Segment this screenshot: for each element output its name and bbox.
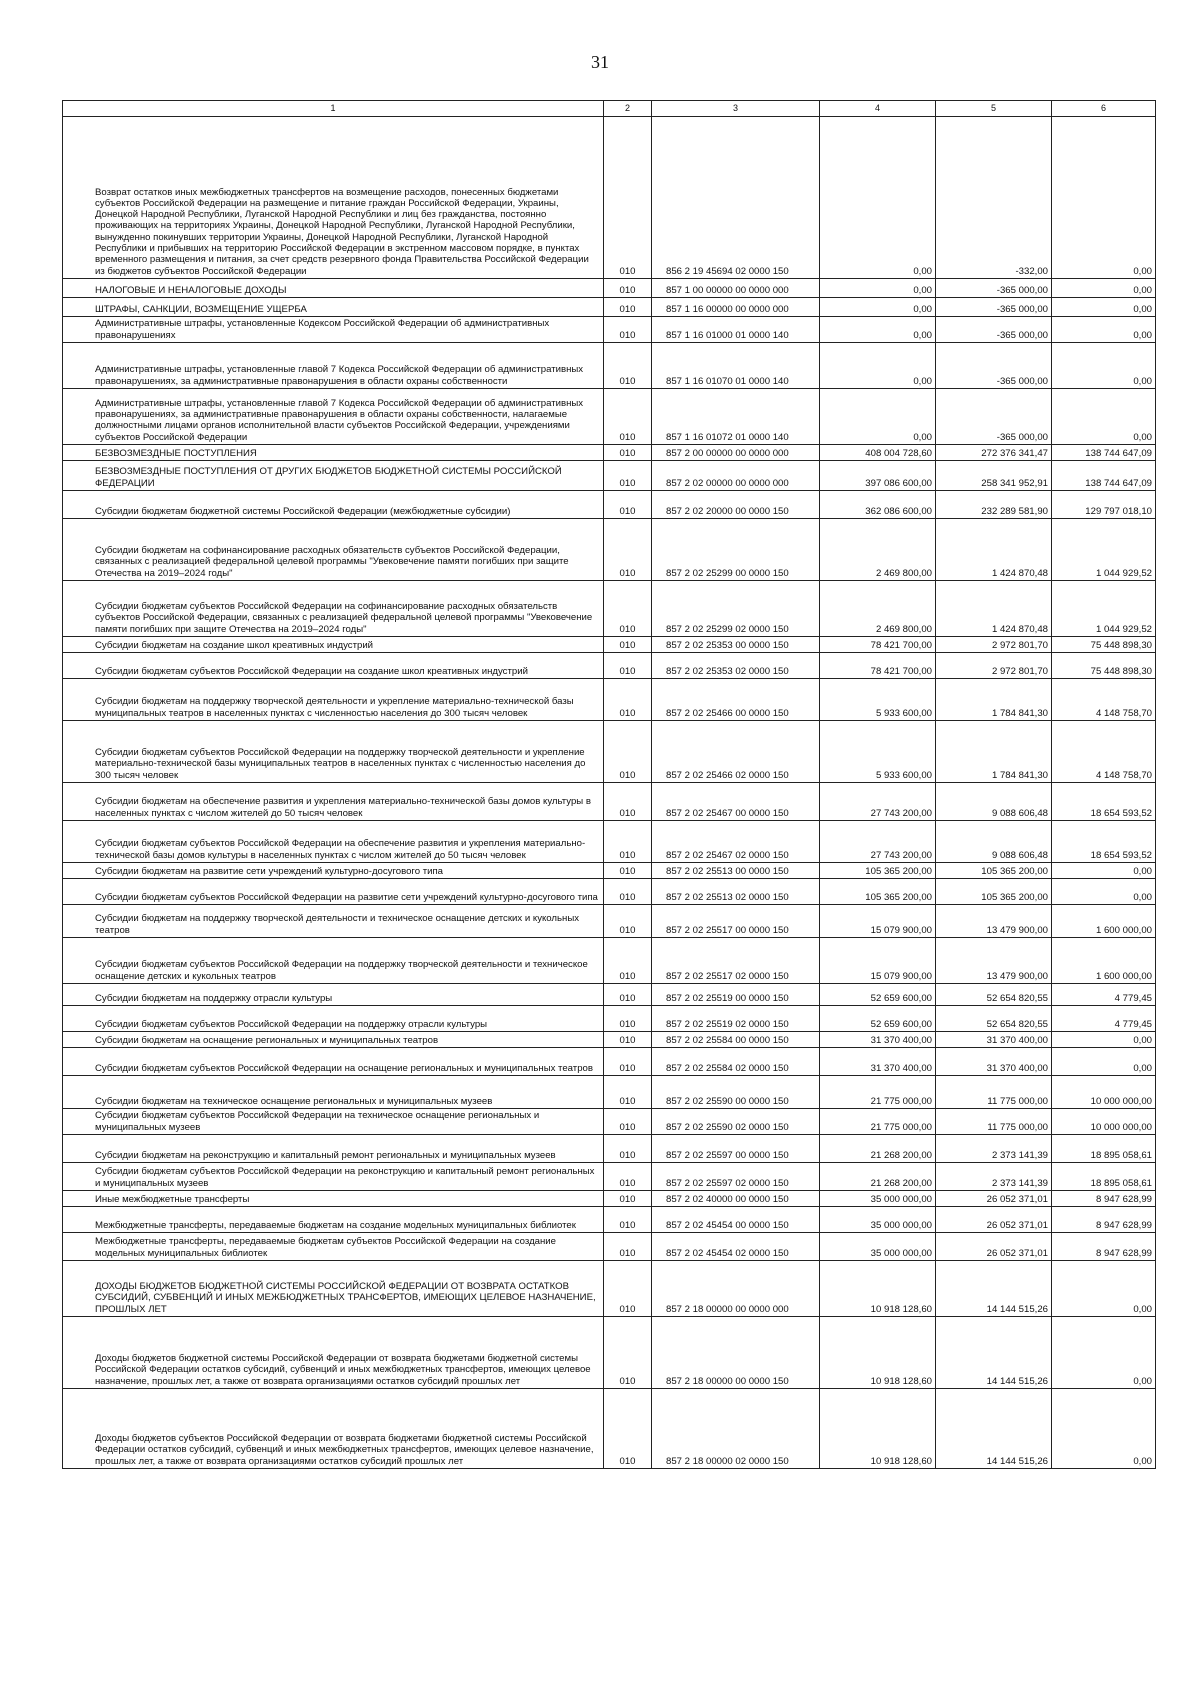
row-executed-amount: -365 000,00: [936, 343, 1052, 389]
row-unexecuted-amount: 0,00: [1052, 1032, 1156, 1048]
row-budget-code: 857 2 02 25519 00 0000 150: [652, 984, 820, 1006]
row-line-code: 010: [604, 938, 652, 984]
row-executed-amount: -332,00: [936, 117, 1052, 279]
row-line-code: 010: [604, 445, 652, 461]
row-approved-amount: 0,00: [820, 279, 936, 298]
table-row: [63, 1207, 1156, 1233]
table-row: [63, 461, 1156, 491]
row-approved-amount: 21 775 000,00: [820, 1076, 936, 1109]
row-unexecuted-amount: 0,00: [1052, 298, 1156, 317]
row-budget-code: 857 2 02 25299 00 0000 150: [652, 519, 820, 581]
row-line-code: 010: [604, 637, 652, 653]
row-unexecuted-amount: 0,00: [1052, 279, 1156, 298]
row-budget-code: 857 2 02 20000 00 0000 150: [652, 491, 820, 519]
row-unexecuted-amount: 0,00: [1052, 1048, 1156, 1076]
row-budget-code: 857 2 02 25466 02 0000 150: [652, 721, 820, 783]
row-budget-code: 857 2 02 25513 00 0000 150: [652, 863, 820, 879]
row-approved-amount: 5 933 600,00: [820, 721, 936, 783]
row-executed-amount: 52 654 820,55: [936, 1006, 1052, 1032]
row-approved-amount: 15 079 900,00: [820, 938, 936, 984]
row-unexecuted-amount: 1 044 929,52: [1052, 581, 1156, 637]
row-name: Межбюджетные трансферты, передаваемые бюджетам на создание модельных муниципальных библиотек: [63, 1207, 604, 1233]
page-number: 31: [591, 52, 609, 72]
row-line-code: 010: [604, 581, 652, 637]
row-budget-code: 857 2 18 00000 02 0000 150: [652, 1389, 820, 1469]
table-row: [63, 984, 1156, 1006]
row-name: Административные штрафы, установленные главой 7 Кодекса Российской Федерации об административных правонарушениях, за административные правонарушения в области охраны собственности, налагаемые должностными лицами органов исполнительной власти субъектов Российской Федерации, учреждениями субъектов Российской Федерации: [63, 389, 604, 445]
table-row: [63, 1163, 1156, 1191]
row-executed-amount: 272 376 341,47: [936, 445, 1052, 461]
row-budget-code: 857 2 02 00000 00 0000 000: [652, 461, 820, 491]
row-budget-code: 857 2 02 25517 00 0000 150: [652, 905, 820, 938]
row-executed-amount: 2 373 141,39: [936, 1163, 1052, 1191]
row-name: НАЛОГОВЫЕ И НЕНАЛОГОВЫЕ ДОХОДЫ: [63, 279, 604, 298]
row-budget-code: 857 1 16 01072 01 0000 140: [652, 389, 820, 445]
row-name: Субсидии бюджетам на развитие сети учреждений культурно-досугового типа: [63, 863, 604, 879]
row-approved-amount: 105 365 200,00: [820, 879, 936, 905]
table-row: [63, 637, 1156, 653]
row-executed-amount: 2 972 801,70: [936, 637, 1052, 653]
row-budget-code: 857 2 02 25584 02 0000 150: [652, 1048, 820, 1076]
row-unexecuted-amount: 0,00: [1052, 1317, 1156, 1389]
row-budget-code: 857 1 16 01070 01 0000 140: [652, 343, 820, 389]
row-approved-amount: 35 000 000,00: [820, 1191, 936, 1207]
row-line-code: 010: [604, 298, 652, 317]
row-budget-code: 857 2 02 40000 00 0000 150: [652, 1191, 820, 1207]
row-name: Субсидии бюджетам субъектов Российской Федерации на поддержку отрасли культуры: [63, 1006, 604, 1032]
table-row: [63, 298, 1156, 317]
row-budget-code: 857 2 18 00000 00 0000 150: [652, 1317, 820, 1389]
row-executed-amount: 1 424 870,48: [936, 581, 1052, 637]
table-row: [63, 279, 1156, 298]
row-line-code: 010: [604, 343, 652, 389]
row-executed-amount: 232 289 581,90: [936, 491, 1052, 519]
column-number-row: [63, 101, 1156, 117]
row-name: БЕЗВОЗМЕЗДНЫЕ ПОСТУПЛЕНИЯ: [63, 445, 604, 461]
table-row: [63, 1076, 1156, 1109]
column-header-4: 4: [820, 101, 936, 117]
row-unexecuted-amount: 4 148 758,70: [1052, 721, 1156, 783]
row-budget-code: 857 2 02 25517 02 0000 150: [652, 938, 820, 984]
row-name: Субсидии бюджетам на техническое оснащение региональных и муниципальных музеев: [63, 1076, 604, 1109]
row-approved-amount: 21 775 000,00: [820, 1109, 936, 1135]
row-line-code: 010: [604, 679, 652, 721]
row-budget-code: 857 2 02 25466 00 0000 150: [652, 679, 820, 721]
row-executed-amount: 13 479 900,00: [936, 905, 1052, 938]
table-row: [63, 863, 1156, 879]
row-name: Субсидии бюджетам на поддержку отрасли культуры: [63, 984, 604, 1006]
row-line-code: 010: [604, 1006, 652, 1032]
row-budget-code: 857 2 02 25467 02 0000 150: [652, 821, 820, 863]
row-executed-amount: 14 144 515,26: [936, 1317, 1052, 1389]
row-unexecuted-amount: 8 947 628,99: [1052, 1233, 1156, 1261]
row-line-code: 010: [604, 879, 652, 905]
row-executed-amount: 105 365 200,00: [936, 863, 1052, 879]
row-unexecuted-amount: 0,00: [1052, 1389, 1156, 1469]
column-header-1: 1: [63, 101, 604, 117]
row-unexecuted-amount: 0,00: [1052, 389, 1156, 445]
row-line-code: 010: [604, 1109, 652, 1135]
row-name: Субсидии бюджетам на обеспечение развития и укрепления материально-технической базы домов культуры в населенных пунктах с числом жителей до 50 тысяч человек: [63, 783, 604, 821]
row-approved-amount: 0,00: [820, 117, 936, 279]
row-budget-code: 857 2 02 25590 02 0000 150: [652, 1109, 820, 1135]
table-row: [63, 317, 1156, 343]
row-line-code: 010: [604, 279, 652, 298]
row-executed-amount: 105 365 200,00: [936, 879, 1052, 905]
row-budget-code: 857 2 02 25353 00 0000 150: [652, 637, 820, 653]
row-name: Субсидии бюджетам субъектов Российской Федерации на обеспечение развития и укрепления материально-технической базы домов культуры в населенных пунктах с числом жителей до 50 тысяч человек: [63, 821, 604, 863]
row-executed-amount: 14 144 515,26: [936, 1261, 1052, 1317]
row-executed-amount: 1 784 841,30: [936, 721, 1052, 783]
row-unexecuted-amount: 0,00: [1052, 117, 1156, 279]
row-line-code: 010: [604, 117, 652, 279]
row-name: Субсидии бюджетам субъектов Российской Федерации на реконструкцию и капитальный ремонт региональных и муниципальных музеев: [63, 1163, 604, 1191]
row-executed-amount: 26 052 371,01: [936, 1207, 1052, 1233]
row-executed-amount: 52 654 820,55: [936, 984, 1052, 1006]
row-unexecuted-amount: 0,00: [1052, 1261, 1156, 1317]
row-budget-code: 857 1 16 01000 01 0000 140: [652, 317, 820, 343]
row-approved-amount: 78 421 700,00: [820, 637, 936, 653]
row-name: Субсидии бюджетам на создание школ креативных индустрий: [63, 637, 604, 653]
row-line-code: 010: [604, 491, 652, 519]
row-executed-amount: -365 000,00: [936, 298, 1052, 317]
table-row: [63, 343, 1156, 389]
row-name: БЕЗВОЗМЕЗДНЫЕ ПОСТУПЛЕНИЯ ОТ ДРУГИХ БЮДЖЕТОВ БЮДЖЕТНОЙ СИСТЕМЫ РОССИЙСКОЙ ФЕДЕРАЦИИ: [63, 461, 604, 491]
row-unexecuted-amount: 18 654 593,52: [1052, 821, 1156, 863]
row-name: Межбюджетные трансферты, передаваемые бюджетам субъектов Российской Федерации на создание модельных муниципальных библиотек: [63, 1233, 604, 1261]
row-approved-amount: 35 000 000,00: [820, 1207, 936, 1233]
table-row: [63, 721, 1156, 783]
row-name: Субсидии бюджетам на реконструкцию и капитальный ремонт региональных и муниципальных музеев: [63, 1135, 604, 1163]
row-unexecuted-amount: 18 895 058,61: [1052, 1135, 1156, 1163]
row-line-code: 010: [604, 1048, 652, 1076]
row-executed-amount: 26 052 371,01: [936, 1191, 1052, 1207]
row-line-code: 010: [604, 1163, 652, 1191]
row-approved-amount: 52 659 600,00: [820, 984, 936, 1006]
row-unexecuted-amount: 1 044 929,52: [1052, 519, 1156, 581]
row-line-code: 010: [604, 1191, 652, 1207]
row-budget-code: 857 2 02 45454 02 0000 150: [652, 1233, 820, 1261]
row-line-code: 010: [604, 905, 652, 938]
row-executed-amount: 31 370 400,00: [936, 1048, 1052, 1076]
row-line-code: 010: [604, 721, 652, 783]
row-budget-code: 856 2 19 45694 02 0000 150: [652, 117, 820, 279]
table-row: [63, 1109, 1156, 1135]
row-line-code: 010: [604, 1207, 652, 1233]
row-approved-amount: 397 086 600,00: [820, 461, 936, 491]
row-budget-code: 857 2 00 00000 00 0000 000: [652, 445, 820, 461]
row-unexecuted-amount: 8 947 628,99: [1052, 1191, 1156, 1207]
row-unexecuted-amount: 1 600 000,00: [1052, 938, 1156, 984]
row-name: Субсидии бюджетам на поддержку творческой деятельности и техническое оснащение детских и кукольных театров: [63, 905, 604, 938]
row-budget-code: 857 2 02 25513 02 0000 150: [652, 879, 820, 905]
table-row: [63, 445, 1156, 461]
table-row: [63, 1048, 1156, 1076]
row-approved-amount: 2 469 800,00: [820, 519, 936, 581]
row-line-code: 010: [604, 821, 652, 863]
row-name: Субсидии бюджетам субъектов Российской Федерации на поддержку творческой деятельности и техническое оснащение детских и кукольных театров: [63, 938, 604, 984]
row-budget-code: 857 2 02 25597 02 0000 150: [652, 1163, 820, 1191]
row-executed-amount: 31 370 400,00: [936, 1032, 1052, 1048]
row-unexecuted-amount: 1 600 000,00: [1052, 905, 1156, 938]
row-executed-amount: 2 972 801,70: [936, 653, 1052, 679]
row-approved-amount: 0,00: [820, 389, 936, 445]
table-row: [63, 783, 1156, 821]
row-unexecuted-amount: 8 947 628,99: [1052, 1207, 1156, 1233]
row-executed-amount: -365 000,00: [936, 279, 1052, 298]
row-executed-amount: 9 088 606,48: [936, 783, 1052, 821]
row-approved-amount: 27 743 200,00: [820, 783, 936, 821]
row-line-code: 010: [604, 1389, 652, 1469]
row-budget-code: 857 2 02 45454 00 0000 150: [652, 1207, 820, 1233]
row-budget-code: 857 1 16 00000 00 0000 000: [652, 298, 820, 317]
row-approved-amount: 105 365 200,00: [820, 863, 936, 879]
row-name: Доходы бюджетов субъектов Российской Федерации от возврата бюджетами бюджетной системы Российской Федерации остатков субсидий, субвенций и иных межбюджетных трансфертов, имеющих целевое назначение, прошлых лет, а также от возврата организациями остатков субсидий прошлых лет: [63, 1389, 604, 1469]
row-line-code: 010: [604, 863, 652, 879]
row-budget-code: 857 2 02 25467 00 0000 150: [652, 783, 820, 821]
column-header-6: 6: [1052, 101, 1156, 117]
row-approved-amount: 27 743 200,00: [820, 821, 936, 863]
row-approved-amount: 21 268 200,00: [820, 1163, 936, 1191]
row-unexecuted-amount: 75 448 898,30: [1052, 653, 1156, 679]
row-line-code: 010: [604, 1317, 652, 1389]
row-name: Административные штрафы, установленные главой 7 Кодекса Российской Федерации об административных правонарушениях, за административные правонарушения в области охраны собственности: [63, 343, 604, 389]
row-name: Субсидии бюджетам субъектов Российской Федерации на поддержку творческой деятельности и укрепление материально-технической базы муниципальных театров в населенных пунктах с численностью населения до 300 тысяч человек: [63, 721, 604, 783]
row-name: Возврат остатков иных межбюджетных трансфертов на возмещение расходов, понесенных бюджетами субъектов Российской Федерации на размещение и питание граждан Российской Федерации, Украины, Донецкой Народной Республики, Луганской Народной Республики и лиц без гражданства, постоянно проживающих на территориях Украины, Донецкой Народной Республики, Луганской Народной Республики, вынужденно покинувших территории Украины, Донецкой Народной Республики, Луганской Народной Республики и прибывших на территорию Российской Федерации в экстренном массовом порядке, в пунктах временного размещения и питания, за счет средств резервного фонда Правительства Российской Федерации из бюджетов субъектов Российской Федерации: [63, 117, 604, 279]
row-line-code: 010: [604, 984, 652, 1006]
row-approved-amount: 10 918 128,60: [820, 1317, 936, 1389]
row-line-code: 010: [604, 1076, 652, 1109]
row-name: Субсидии бюджетам субъектов Российской Федерации на техническое оснащение региональных и муниципальных музеев: [63, 1109, 604, 1135]
row-approved-amount: 408 004 728,60: [820, 445, 936, 461]
table-row: [63, 117, 1156, 279]
row-approved-amount: 0,00: [820, 317, 936, 343]
row-name: Субсидии бюджетам на поддержку творческой деятельности и укрепление материально-технической базы муниципальных театров в населенных пунктах с численностью населения до 300 тысяч человек: [63, 679, 604, 721]
table-row: [63, 491, 1156, 519]
row-approved-amount: 0,00: [820, 343, 936, 389]
row-budget-code: 857 2 02 25353 02 0000 150: [652, 653, 820, 679]
table-row: [63, 581, 1156, 637]
table-row: [63, 389, 1156, 445]
table-row: [63, 1317, 1156, 1389]
row-approved-amount: 362 086 600,00: [820, 491, 936, 519]
table-row: [63, 879, 1156, 905]
row-name: Административные штрафы, установленные Кодексом Российской Федерации об административных правонарушениях: [63, 317, 604, 343]
row-executed-amount: 11 775 000,00: [936, 1076, 1052, 1109]
row-name: Иные межбюджетные трансферты: [63, 1191, 604, 1207]
table-row: [63, 1135, 1156, 1163]
row-budget-code: 857 1 00 00000 00 0000 000: [652, 279, 820, 298]
row-line-code: 010: [604, 1135, 652, 1163]
row-approved-amount: 78 421 700,00: [820, 653, 936, 679]
row-name: ДОХОДЫ БЮДЖЕТОВ БЮДЖЕТНОЙ СИСТЕМЫ РОССИЙСКОЙ ФЕДЕРАЦИИ ОТ ВОЗВРАТА ОСТАТКОВ СУБСИДИЙ, СУБВЕНЦИЙ И ИНЫХ МЕЖБЮДЖЕТНЫХ ТРАНСФЕРТОВ, ИМЕЮЩИХ ЦЕЛЕВОЕ НАЗНАЧЕНИЕ, ПРОШЛЫХ ЛЕТ: [63, 1261, 604, 1317]
table-row: [63, 1191, 1156, 1207]
row-unexecuted-amount: 10 000 000,00: [1052, 1109, 1156, 1135]
row-approved-amount: 31 370 400,00: [820, 1032, 936, 1048]
table-row: [63, 821, 1156, 863]
row-unexecuted-amount: 0,00: [1052, 879, 1156, 905]
row-budget-code: 857 2 02 25597 00 0000 150: [652, 1135, 820, 1163]
row-line-code: 010: [604, 783, 652, 821]
row-name: Субсидии бюджетам субъектов Российской Федерации на развитие сети учреждений культурно-досугового типа: [63, 879, 604, 905]
row-budget-code: 857 2 02 25590 00 0000 150: [652, 1076, 820, 1109]
table-row: [63, 519, 1156, 581]
row-unexecuted-amount: 75 448 898,30: [1052, 637, 1156, 653]
row-unexecuted-amount: 138 744 647,09: [1052, 461, 1156, 491]
row-line-code: 010: [604, 389, 652, 445]
row-line-code: 010: [604, 519, 652, 581]
row-name: Доходы бюджетов бюджетной системы Российской Федерации от возврата бюджетами бюджетной системы Российской Федерации остатков субсидий, субвенций и иных межбюджетных трансфертов, имеющих целевое назначение, прошлых лет, а также от возврата организациями остатков субсидий прошлых лет: [63, 1317, 604, 1389]
row-name: Субсидии бюджетам субъектов Российской Федерации на оснащение региональных и муниципальных театров: [63, 1048, 604, 1076]
row-budget-code: 857 2 02 25299 02 0000 150: [652, 581, 820, 637]
table-row: [63, 1389, 1156, 1469]
row-unexecuted-amount: 129 797 018,10: [1052, 491, 1156, 519]
row-budget-code: 857 2 02 25519 02 0000 150: [652, 1006, 820, 1032]
row-executed-amount: 1 424 870,48: [936, 519, 1052, 581]
row-line-code: 010: [604, 1032, 652, 1048]
row-approved-amount: 52 659 600,00: [820, 1006, 936, 1032]
row-unexecuted-amount: 0,00: [1052, 343, 1156, 389]
row-line-code: 010: [604, 1233, 652, 1261]
row-unexecuted-amount: 4 779,45: [1052, 1006, 1156, 1032]
table-body: [63, 117, 1156, 1469]
row-name: Субсидии бюджетам бюджетной системы Российской Федерации (межбюджетные субсидии): [63, 491, 604, 519]
row-approved-amount: 2 469 800,00: [820, 581, 936, 637]
row-line-code: 010: [604, 1261, 652, 1317]
row-executed-amount: 11 775 000,00: [936, 1109, 1052, 1135]
row-approved-amount: 5 933 600,00: [820, 679, 936, 721]
row-executed-amount: 13 479 900,00: [936, 938, 1052, 984]
row-name: Субсидии бюджетам субъектов Российской Федерации на создание школ креативных индустрий: [63, 653, 604, 679]
row-name: Субсидии бюджетам субъектов Российской Федерации на софинансирование расходных обязательств субъектов Российской Федерации, связанных с реализацией федеральной целевой программы "Увековечение памяти погибших при защите Отечества на 2019–2024 годы": [63, 581, 604, 637]
row-unexecuted-amount: 138 744 647,09: [1052, 445, 1156, 461]
column-header-2: 2: [604, 101, 652, 117]
row-unexecuted-amount: 4 779,45: [1052, 984, 1156, 1006]
row-name: Субсидии бюджетам на оснащение региональных и муниципальных театров: [63, 1032, 604, 1048]
table-row: [63, 653, 1156, 679]
row-unexecuted-amount: 0,00: [1052, 863, 1156, 879]
row-approved-amount: 15 079 900,00: [820, 905, 936, 938]
row-budget-code: 857 2 02 25584 00 0000 150: [652, 1032, 820, 1048]
row-unexecuted-amount: 18 654 593,52: [1052, 783, 1156, 821]
row-executed-amount: 1 784 841,30: [936, 679, 1052, 721]
row-line-code: 010: [604, 317, 652, 343]
row-budget-code: 857 2 18 00000 00 0000 000: [652, 1261, 820, 1317]
table-row: [63, 679, 1156, 721]
row-executed-amount: 26 052 371,01: [936, 1233, 1052, 1261]
row-name: Субсидии бюджетам на софинансирование расходных обязательств субъектов Российской Федерации, связанных с реализацией федеральной целевой программы "Увековечение памяти погибших при защите Отечества на 2019–2024 годы": [63, 519, 604, 581]
row-executed-amount: 14 144 515,26: [936, 1389, 1052, 1469]
column-header-3: 3: [652, 101, 820, 117]
row-approved-amount: 31 370 400,00: [820, 1048, 936, 1076]
row-unexecuted-amount: 0,00: [1052, 317, 1156, 343]
table-row: [63, 1032, 1156, 1048]
row-executed-amount: 9 088 606,48: [936, 821, 1052, 863]
table-row: [63, 1233, 1156, 1261]
table-row: [63, 1261, 1156, 1317]
row-line-code: 010: [604, 653, 652, 679]
table-row: [63, 938, 1156, 984]
row-executed-amount: -365 000,00: [936, 389, 1052, 445]
row-executed-amount: 258 341 952,91: [936, 461, 1052, 491]
table-row: [63, 905, 1156, 938]
row-approved-amount: 21 268 200,00: [820, 1135, 936, 1163]
row-name: ШТРАФЫ, САНКЦИИ, ВОЗМЕЩЕНИЕ УЩЕРБА: [63, 298, 604, 317]
row-unexecuted-amount: 4 148 758,70: [1052, 679, 1156, 721]
row-approved-amount: 10 918 128,60: [820, 1261, 936, 1317]
row-approved-amount: 0,00: [820, 298, 936, 317]
budget-income-table: [62, 100, 1156, 1469]
column-header-5: 5: [936, 101, 1052, 117]
row-line-code: 010: [604, 461, 652, 491]
row-unexecuted-amount: 18 895 058,61: [1052, 1163, 1156, 1191]
row-unexecuted-amount: 10 000 000,00: [1052, 1076, 1156, 1109]
table-row: [63, 1006, 1156, 1032]
row-approved-amount: 35 000 000,00: [820, 1233, 936, 1261]
row-executed-amount: 2 373 141,39: [936, 1135, 1052, 1163]
row-approved-amount: 10 918 128,60: [820, 1389, 936, 1469]
row-executed-amount: -365 000,00: [936, 317, 1052, 343]
